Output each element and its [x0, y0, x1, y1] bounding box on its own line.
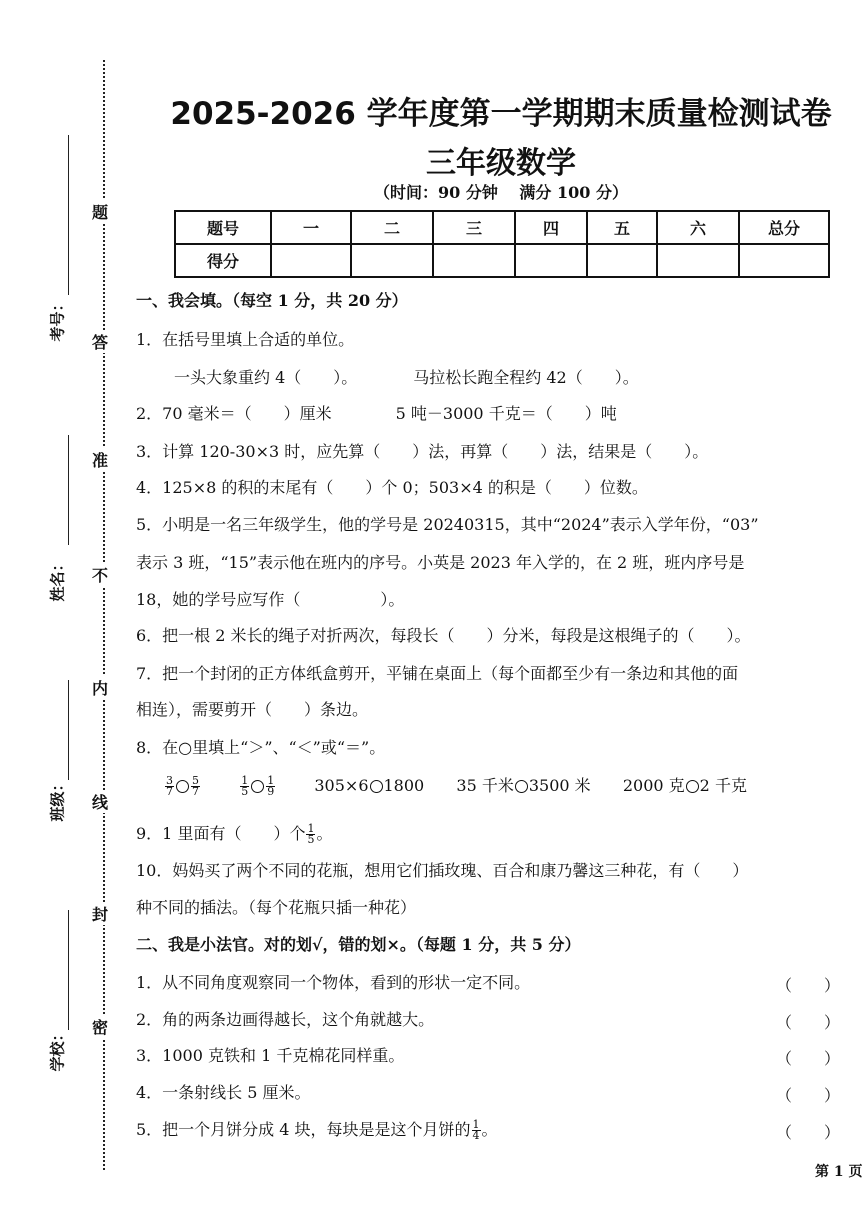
score-header-cell: 二	[351, 211, 433, 244]
question-line: 1．在括号里填上合适的单位。	[136, 330, 355, 349]
school-field[interactable]: 学校：	[44, 910, 84, 1100]
answer-brackets[interactable]: （ ）	[776, 1049, 841, 1068]
score-cell[interactable]	[351, 244, 433, 277]
score-table	[174, 210, 830, 278]
compare-row: $\frac{3}{7}$ $\frac{5}{7}$ $\frac{1}{5}$ $\frac{1}{9}$ 305×6 1800 35 千米 3500 米 2000 克 2 千克	[166, 774, 747, 798]
score-cell[interactable]	[515, 244, 587, 277]
question-line: 3．计算 120-30×3 时，应先算（ ）法，再算（ ）法，结果是（ ）。	[136, 442, 709, 461]
compare-circle[interactable]	[515, 780, 528, 793]
fraction: $\frac{3}{7}$	[166, 774, 173, 798]
compare-circle[interactable]	[370, 780, 383, 793]
compare-circle[interactable]	[251, 780, 264, 793]
answer-brackets[interactable]: （ ）	[776, 1086, 841, 1105]
fraction: $\frac{1}{4}$	[472, 1118, 480, 1142]
score-header-cell: 四	[515, 211, 587, 244]
judge-item: 4．一条射线长 5 厘米。	[136, 1083, 311, 1102]
seal-char: 答	[91, 330, 109, 353]
time-info: （时间：90 分钟 满分 100 分）	[374, 183, 628, 202]
score-header-cell: 总分	[739, 211, 829, 244]
answer-brackets[interactable]: （ ）	[776, 976, 841, 995]
score-row	[175, 244, 829, 277]
score-header-cell: 一	[271, 211, 351, 244]
question-line: 10．妈妈买了两个不同的花瓶，想用它们插玫瑰、百合和康乃馨这三种花，有（ ）	[136, 861, 749, 880]
seal-char: 内	[91, 676, 109, 699]
compare-circle[interactable]	[176, 780, 189, 793]
judge-item: 5．把一个月饼分成 4 块，每块是是这个月饼的 $\frac{1}{4}$ 。	[136, 1118, 498, 1142]
question-line: 4．125×8 的积的末尾有（ ）个 0；503×4 的积是（ ）位数。	[136, 478, 648, 497]
name-field[interactable]: 姓名：	[44, 435, 84, 635]
seal-char: 密	[91, 1015, 109, 1038]
class-field[interactable]: 班级：	[44, 680, 84, 860]
question-line: 一头大象重约 4（ ）。 马拉松长跑全程约 42（ ）。	[174, 368, 639, 387]
question-line: 5．小明是一名三年级学生，他的学号是 20240315，其中“2024”表示入学年份，“03”	[136, 515, 759, 534]
fraction: $\frac{1}{5}$	[241, 774, 249, 798]
seal-char: 不	[91, 563, 109, 586]
answer-brackets[interactable]: （ ）	[776, 1013, 841, 1032]
question-line: 7．把一个封闭的正方体纸盒剪开，平铺在桌面上（每个面都至少有一条边和其他的面	[136, 664, 739, 683]
binding-margin	[0, 0, 130, 1227]
question-line: 表示 3 班，“15”表示他在班内的序号。小英是 2023 年入学的，在 2 班，班内序号是	[136, 553, 745, 572]
seal-char: 题	[91, 200, 109, 223]
question-line: 18，她的学号应写作（ ）。	[136, 590, 405, 609]
score-header-cell: 题号	[175, 211, 271, 244]
seal-char: 准	[91, 448, 109, 471]
score-cell[interactable]	[657, 244, 739, 277]
judge-item: 1．从不同角度观察同一个物体，看到的形状一定不同。	[136, 973, 531, 992]
score-cell[interactable]	[739, 244, 829, 277]
judge-item: 3．1000 克铁和 1 千克棉花同样重。	[136, 1046, 405, 1065]
score-header-cell: 三	[433, 211, 515, 244]
judge-item: 2．角的两条边画得越长，这个角就越大。	[136, 1010, 435, 1029]
exam-subtitle: 三年级数学	[426, 146, 576, 181]
question-line: 2．70 毫米＝（ ）厘米 5 吨－3000 千克＝（ ）吨	[136, 404, 617, 423]
fraction: $\frac{5}{7}$	[192, 774, 199, 798]
question-line: 6．把一根 2 米长的绳子对折两次，每段长（ ）分米，每段是这根绳子的（ ）。	[136, 626, 751, 645]
seal-char: 线	[91, 790, 109, 813]
seal-dotted-line	[103, 60, 105, 1170]
score-label: 得分	[175, 244, 271, 277]
answer-brackets[interactable]: （ ）	[776, 1123, 841, 1142]
score-header-cell: 五	[587, 211, 657, 244]
page-number: 第 1 页	[815, 1164, 863, 1180]
score-cell[interactable]	[271, 244, 351, 277]
section1-heading: 一、我会填。（每空 1 分，共 20 分）	[136, 291, 408, 310]
fraction: $\frac{1}{5}$	[307, 822, 315, 846]
score-header-row	[175, 211, 829, 244]
score-cell[interactable]	[433, 244, 515, 277]
section2-heading: 二、我是小法官。对的划√，错的划×。（每题 1 分，共 5 分）	[136, 935, 581, 954]
score-header-cell: 六	[657, 211, 739, 244]
exam-title: 2025-2026 学年度第一学期期末质量检测试卷	[170, 96, 832, 132]
question-line: 种不同的插法。（每个花瓶只插一种花）	[136, 898, 417, 917]
fraction: $\frac{1}{9}$	[267, 774, 275, 798]
score-cell[interactable]	[587, 244, 657, 277]
compare-circle[interactable]	[686, 780, 699, 793]
exam-number-field[interactable]: 考号：	[44, 135, 84, 395]
question-line: 9．1 里面有（ ）个 $\frac{1}{5}$ 。	[136, 822, 333, 846]
question-line: 8．在○里填上“＞”、“＜”或“＝”。	[136, 738, 386, 757]
question-line: 相连），需要剪开（ ）条边。	[136, 700, 369, 719]
seal-char: 封	[91, 902, 109, 925]
